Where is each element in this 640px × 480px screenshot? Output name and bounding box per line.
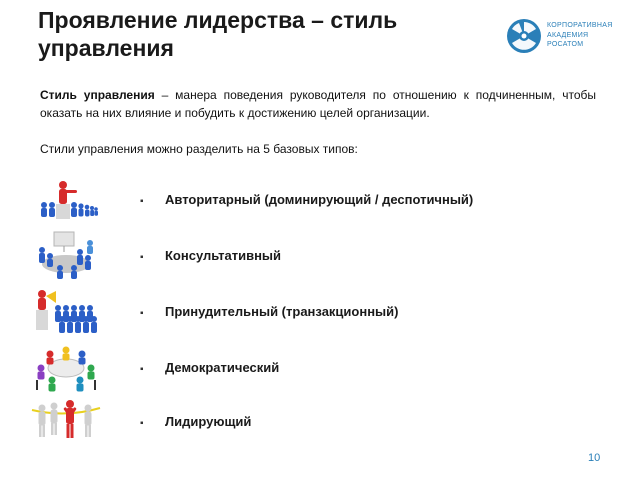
bullet: ▪ — [140, 308, 144, 319]
consultative-meeting-icon — [30, 230, 102, 280]
definition-term: Стиль управления — [40, 88, 155, 102]
page-number: 10 — [588, 452, 601, 464]
style-item-consultative — [0, 230, 640, 286]
leading-finish-line-icon — [30, 396, 102, 446]
style-label: Демократический — [165, 360, 280, 375]
definition-text: – манера поведения руководителя по отношению к подчиненным, чтобы оказать на них влияние и побудить к достижению целей организации. — [40, 88, 596, 120]
definition-paragraph — [40, 86, 596, 122]
types-intro: Стили управления можно разделить на 5 базовых типов: — [40, 142, 358, 156]
style-label: Принудительный (транзакционный) — [165, 304, 399, 319]
logo-text — [547, 21, 617, 50]
logo-line: РОСАТОМ — [547, 41, 584, 48]
bullet: ▪ — [140, 418, 144, 429]
style-label: Консультативный — [165, 248, 282, 263]
bullet: ▪ — [140, 252, 144, 263]
logo-line: КОРПОРАТИВНАЯ — [547, 22, 613, 29]
style-item-democratic — [0, 342, 640, 398]
rosatom-logo-icon — [506, 18, 542, 54]
style-label: Авторитарный (доминирующий / деспотичный) — [165, 192, 474, 207]
bullet: ▪ — [140, 196, 144, 207]
democratic-round-table-icon — [30, 342, 102, 392]
style-item-leading — [0, 396, 640, 452]
style-item-coercive — [0, 286, 640, 342]
coercive-megaphone-icon — [30, 286, 102, 336]
style-label: Лидирующий — [165, 414, 252, 429]
slide-title: Проявление лидерства – стиль управления — [38, 7, 398, 61]
authoritarian-leader-icon — [30, 174, 102, 224]
logo-line: АКАДЕМИЯ — [547, 31, 589, 39]
company-logo — [506, 18, 618, 56]
style-item-authoritarian — [0, 174, 640, 230]
bullet: ▪ — [140, 364, 144, 375]
